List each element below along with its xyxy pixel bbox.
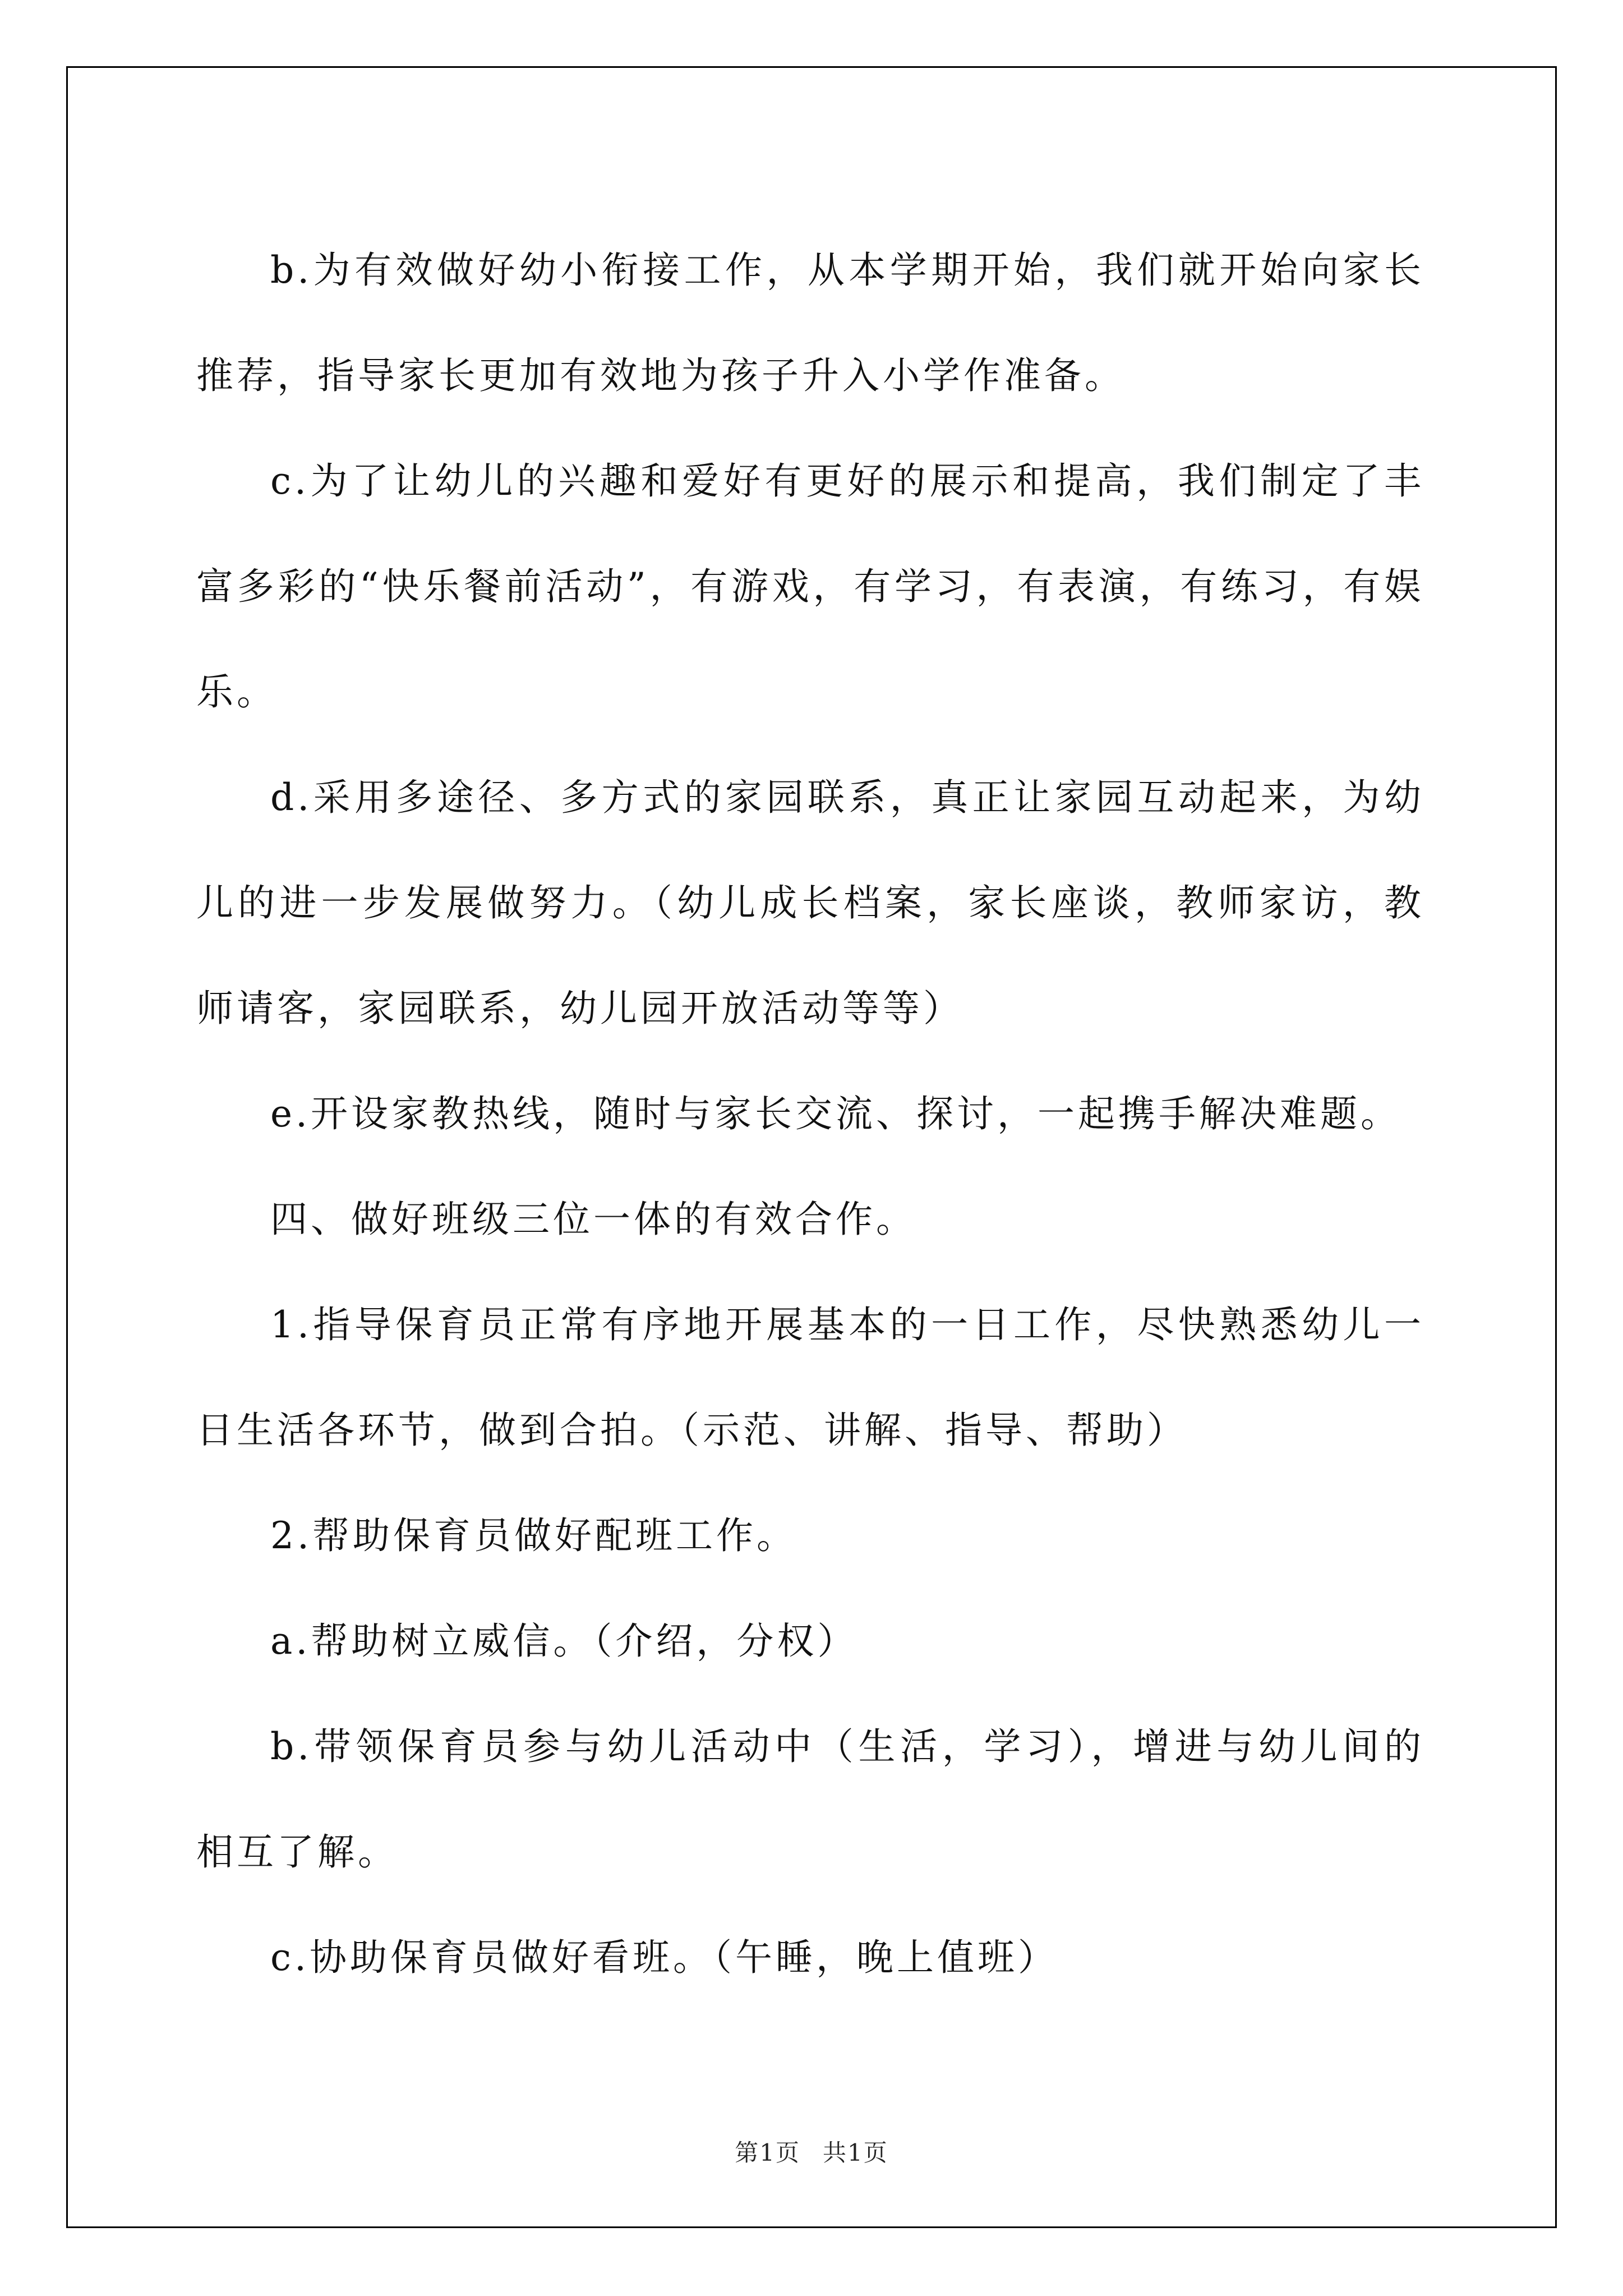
paragraph-b-participation: b.带领保育员参与幼儿活动中（生活，学习），增进与幼儿间的相互了解。 xyxy=(196,1725,1424,1874)
page-footer xyxy=(0,2136,1623,2170)
paragraph-c-supervision: c.协助保育员做好看班。（午睡，晚上值班） xyxy=(270,1936,1058,1979)
paragraph-c-activities: c.为了让幼儿的兴趣和爱好有更好的展示和提高，我们制定了丰富多彩的“快乐餐前活动”，有游戏，有学习，有表演，有练习，有娱乐。 xyxy=(196,459,1424,714)
paragraph-d-home-school: d.采用多途径、多方式的家园联系，真正让家园互动起来，为幼儿的进一步发展做努力。（幼儿成长档案，家长座谈，教师家访，教师请客，家园联系，幼儿园开放活动等等） xyxy=(196,776,1424,1030)
paragraph-a-authority: a.帮助树立威信。（介绍，分权） xyxy=(270,1619,858,1663)
paragraph-1-guidance: 1.指导保育员正常有序地开展基本的一日工作，尽快熟悉幼儿一日生活各环节，做到合拍。（示范、讲解、指导、帮助） xyxy=(196,1303,1424,1452)
page-number-current: 第1页 xyxy=(735,2139,800,2166)
paragraph-2-assist: 2.帮助保育员做好配班工作。 xyxy=(270,1514,797,1557)
page-number-total: 共1页 xyxy=(823,2139,888,2166)
paragraph-b-transition: b.为有效做好幼小衔接工作，从本学期开始，我们就开始向家长推荐，指导家长更加有效地为孩子升入小学作准备。 xyxy=(196,249,1424,397)
document-body xyxy=(196,218,1424,2010)
section-heading-four: 四、做好班级三位一体的有效合作。 xyxy=(270,1198,916,1241)
paragraph-e-hotline: e.开设家教热线，随时与家长交流、探讨，一起携手解决难题。 xyxy=(270,1092,1401,1135)
